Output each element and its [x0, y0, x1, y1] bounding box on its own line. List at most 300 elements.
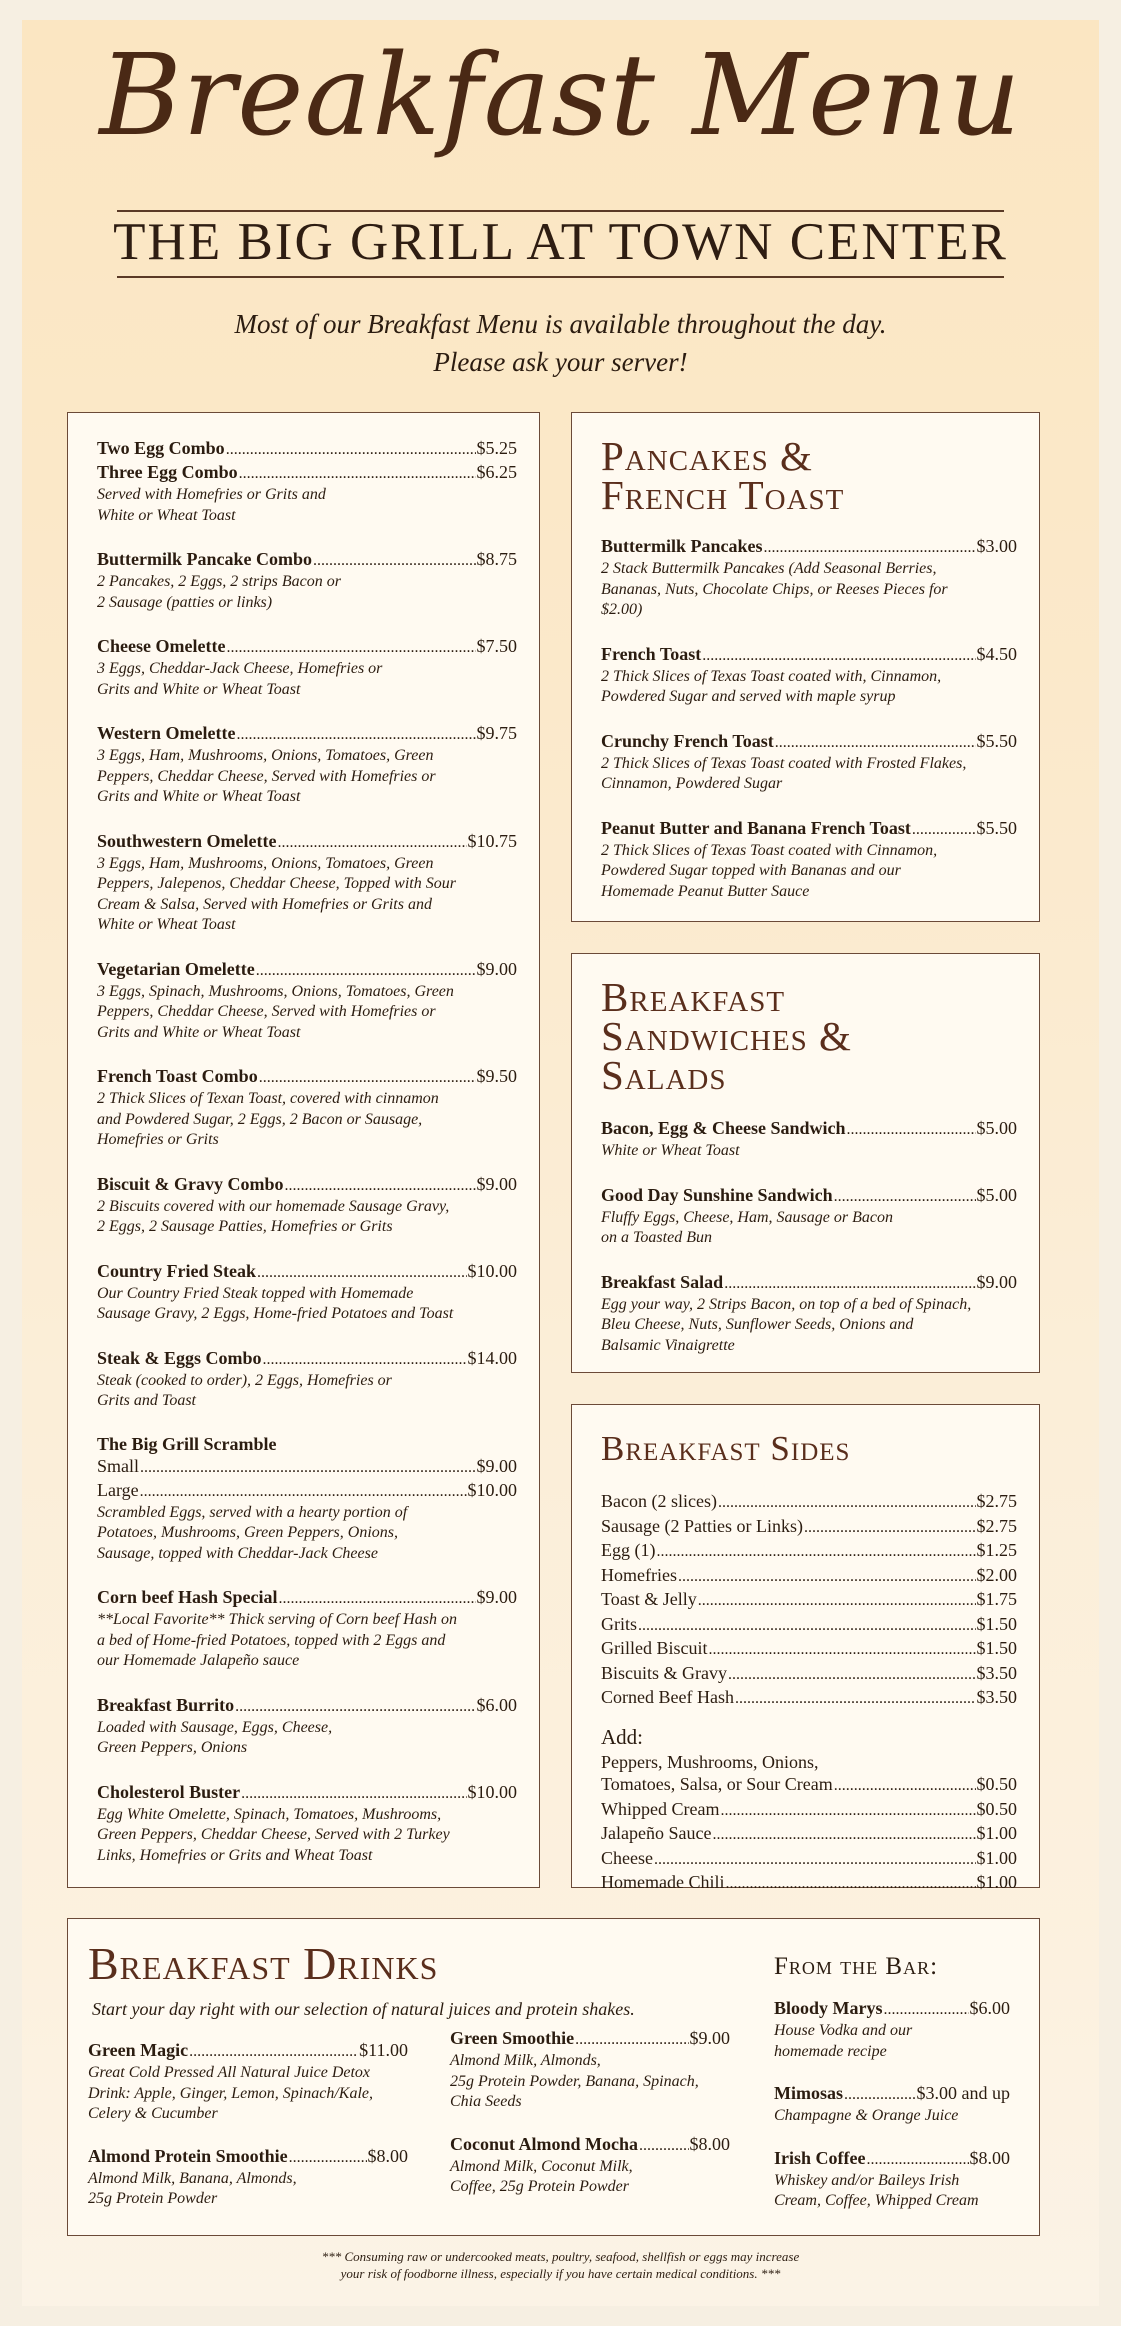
description-line: Peppers, Jalepenos, Cheddar Cheese, Topped with Sour [97, 875, 456, 892]
description-line: **Local Favorite** Thick serving of Corn beef Hash on [97, 1611, 457, 1628]
menu-item [97, 548, 517, 613]
item-row [97, 1694, 517, 1718]
item-description [97, 1805, 517, 1867]
item-price: $10.00 [467, 1781, 517, 1802]
item-row [97, 1586, 517, 1610]
item-row [601, 1637, 1017, 1662]
dot-leader [709, 1639, 976, 1662]
item-name: Cheese [601, 1847, 653, 1868]
item-name: Whipped Cream [601, 1798, 720, 1819]
item-row [97, 1781, 517, 1805]
note-line: Most of our Breakfast Menu is available throughout the day. [234, 309, 887, 339]
item-row [601, 1515, 1017, 1540]
description-line: 2 Sausage (patties or links) [97, 593, 273, 611]
item-description [774, 2106, 1010, 2127]
item-name: French Toast [601, 643, 702, 664]
menu-item [601, 1662, 1017, 1687]
item-row [601, 1662, 1017, 1687]
menu-item [601, 1271, 1017, 1357]
sandwiches-list [601, 1117, 1017, 1356]
dot-leader [277, 832, 466, 854]
description-line: White or Wheat Toast [601, 1142, 740, 1159]
item-row [601, 535, 1017, 559]
description-line: 2 Thick Slices of Texan Toast, covered with cinnamon [97, 1090, 439, 1107]
description-line: Homemade Peanut Butter Sauce [601, 882, 810, 900]
item-row [97, 1347, 517, 1371]
description-line: Champagne & Orange Juice [774, 2107, 959, 2124]
description-line: our Homemade Jalapeño sauce [97, 1652, 300, 1669]
menu-item [601, 1515, 1017, 1540]
divider-bottom [117, 276, 1004, 278]
item-row [601, 817, 1017, 841]
item-description [97, 572, 517, 613]
item-row [97, 958, 517, 982]
menu-item [601, 1613, 1017, 1638]
dot-leader [834, 1775, 976, 1798]
drinks-heading: Breakfast Drinks [88, 1938, 439, 1989]
item-price: $5.50 [976, 817, 1017, 838]
item-description [97, 1089, 517, 1151]
description-line: Sausage, topped with Cheddar-Jack Cheese [97, 1544, 378, 1562]
description-line: Cream, Coffee, Whipped Cream [774, 2192, 979, 2209]
add-first-line: Peppers, Mushrooms, Onions, [601, 1751, 819, 1772]
availability-note [0, 305, 1121, 381]
dot-leader [912, 819, 976, 841]
item-name: Biscuit & Gravy Combo [97, 1173, 284, 1194]
item-description [601, 754, 1017, 795]
menu-item [97, 830, 517, 936]
item-name: Cholesterol Buster [97, 1781, 241, 1802]
item-price: $10.75 [467, 830, 517, 851]
description-line: White or Wheat Toast [97, 506, 236, 524]
dot-leader [140, 1457, 475, 1479]
food-safety-notice [0, 2248, 1121, 2282]
drinks-section [67, 1918, 1040, 2236]
item-name: Corn beef Hash Special [97, 1587, 278, 1607]
dot-leader [236, 724, 475, 746]
item-price: $2.75 [976, 1491, 1017, 1511]
description-line: Steak (cooked to order), 2 Eggs, Homefries or [97, 1371, 392, 1389]
dot-leader [285, 1175, 476, 1197]
menu-item [601, 1490, 1017, 1515]
item-price: $9.00 [476, 1173, 517, 1194]
item-row [601, 1564, 1017, 1589]
item-price: $6.25 [476, 462, 517, 482]
add-list [601, 1773, 1017, 1896]
item-name: Bloody Marys [774, 1998, 883, 2018]
item-description [774, 2021, 1010, 2062]
item-description [97, 659, 517, 700]
bar-column [774, 1997, 1010, 2232]
item-name: Vegetarian Omelette [97, 958, 255, 979]
item-price: $9.50 [476, 1066, 517, 1086]
item-description [97, 1284, 517, 1325]
description-line: 2 Eggs, 2 Sausage Patties, Homefries or Grits [97, 1218, 393, 1235]
notice-line: your risk of foodborne illness, especially if you have certain medical conditions. *** [340, 2266, 781, 2281]
item-row [601, 1871, 1017, 1896]
menu-item [97, 958, 517, 1044]
combos-section [67, 412, 540, 1888]
menu-item [97, 1260, 517, 1325]
item-row [601, 1773, 1017, 1798]
description-line: 3 Eggs, Ham, Mushrooms, Onions, Tomatoes, Green [97, 854, 434, 872]
dot-leader [256, 960, 476, 982]
description-line: Grits and White or Wheat Toast [97, 1023, 301, 1041]
item-description [774, 2171, 1010, 2212]
description-line: Bleu Cheese, Nuts, Sunflower Seeds, Onions and [601, 1316, 914, 1333]
dot-leader [239, 463, 476, 485]
description-line: Cream & Salsa, Served with Homefries or Grits and [97, 895, 432, 913]
drinks-intro: Start your day right with our selection of natural juices and protein shakes. [92, 1999, 635, 2019]
item-description [97, 1718, 517, 1759]
combos-list [97, 437, 517, 1888]
item-description [97, 1371, 517, 1412]
item-name: Coconut Almond Mocha [450, 2133, 639, 2154]
dot-leader [226, 637, 475, 659]
menu-item-scramble [97, 1434, 517, 1565]
item-price: $1.50 [976, 1638, 1017, 1658]
item-row [774, 2082, 1010, 2106]
item-price: $2.75 [976, 1515, 1017, 1536]
item-name: Tomatoes, Salsa, or Sour Cream [601, 1774, 833, 1794]
heading-line: Sandwiches & [601, 1013, 852, 1059]
description-line: Great Cold Pressed All Natural Juice Detox [88, 2064, 371, 2081]
menu-item [601, 1564, 1017, 1589]
item-name: Corned Beef Hash [601, 1687, 734, 1707]
size-row [97, 1479, 517, 1503]
item-name: French Toast Combo [97, 1066, 258, 1086]
sandwiches-section [571, 953, 1040, 1373]
item-price: $1.00 [976, 1847, 1017, 1868]
item-description [97, 746, 517, 808]
description-line: Powdered Sugar topped with Bananas and our [601, 862, 901, 879]
item-price: $9.00 [476, 958, 517, 979]
menu-item [97, 1173, 517, 1238]
description-line: Almond Milk, Banana, Almonds, [88, 2169, 297, 2187]
description-line: Potatoes, Mushrooms, Green Peppers, Onions, [97, 1524, 399, 1541]
item-row [601, 1490, 1017, 1515]
item-description [601, 667, 1017, 708]
item-row [774, 2147, 1010, 2171]
item-price: $2.00 [976, 1564, 1017, 1585]
item-name: Western Omelette [97, 723, 236, 743]
dot-leader [847, 1119, 976, 1141]
item-name: Homemade Chili [601, 1872, 725, 1892]
dot-leader [678, 1566, 976, 1589]
item-price: $9.00 [476, 1455, 517, 1476]
description-line: Whiskey and/or Baileys Irish [774, 2171, 960, 2189]
item-name: Homefries [601, 1564, 677, 1585]
item-name: Grilled Biscuit [601, 1638, 708, 1658]
note-line: Please ask your server! [433, 347, 688, 377]
item-name: Southwestern Omelette [97, 830, 277, 851]
item-row [450, 2133, 730, 2157]
dot-leader [140, 1481, 467, 1503]
item-row [88, 2039, 408, 2063]
dot-leader [725, 1873, 975, 1896]
dot-leader [764, 537, 976, 559]
item-row [97, 635, 517, 659]
sides-section [571, 1404, 1040, 1892]
menu-item [450, 2133, 730, 2198]
dot-leader [226, 439, 476, 461]
item-description [601, 559, 1017, 621]
menu-item [774, 1997, 1010, 2062]
item-name: Almond Protein Smoothie [88, 2145, 288, 2166]
description-line: Peppers, Cheddar Cheese, Served with Homefries or [97, 1003, 436, 1020]
dot-leader [844, 2084, 916, 2106]
dot-leader [724, 1273, 975, 1295]
description-line: 3 Eggs, Cheddar-Jack Cheese, Homefries or [97, 660, 383, 677]
restaurant-name: THE BIG GRILL AT TOWN CENTER [113, 213, 1008, 271]
section-heading [601, 974, 1017, 1098]
item-price: $4.50 [976, 643, 1017, 664]
description-line: Egg your way, 2 Strips Bacon, on top of a bed of Spinach, [601, 1295, 972, 1313]
item-row [97, 548, 517, 572]
item-description [450, 2051, 730, 2113]
item-price: $9.00 [476, 1587, 517, 1607]
menu-item [97, 1347, 517, 1412]
item-name: Breakfast Burrito [97, 1694, 235, 1715]
description-line: Egg White Omelette, Spinach, Tomatoes, Mushrooms, [97, 1805, 442, 1823]
item-price: $6.00 [969, 1998, 1010, 2018]
dot-leader [639, 2135, 688, 2157]
dot-leader [257, 1262, 467, 1284]
menu-item [88, 2039, 408, 2125]
sides-list [601, 1490, 1017, 1711]
description-line: Powdered Sugar and served with maple syrup [601, 688, 896, 705]
item-name: Sausage (2 Patties or Links) [601, 1515, 803, 1536]
item-price: $5.00 [976, 1118, 1017, 1138]
menu-item [601, 1117, 1017, 1162]
description-line: 3 Eggs, Ham, Mushrooms, Onions, Tomatoes, Green [97, 747, 434, 764]
section-heading [601, 433, 1017, 518]
item-row [97, 722, 517, 746]
item-price: $3.00 and up [916, 2083, 1010, 2103]
item-name: Steak & Eggs Combo [97, 1347, 262, 1368]
item-description [88, 2169, 408, 2210]
description-line: Almond Milk, Almonds, [450, 2052, 601, 2069]
description-line: Scrambled Eggs, served with a hearty portion of [97, 1503, 408, 1521]
menu-item [601, 1871, 1017, 1896]
divider-top [117, 210, 1004, 212]
item-description [601, 1141, 1017, 1162]
menu-item [97, 437, 517, 461]
item-price: $14.00 [467, 1347, 517, 1368]
item-price: $5.50 [976, 730, 1017, 751]
description-line: Homefries or Grits [97, 1131, 219, 1148]
dot-leader [656, 1541, 975, 1564]
item-price: $0.50 [976, 1774, 1017, 1794]
size-row [97, 1455, 517, 1479]
description-line: on a Toasted Bun [601, 1229, 712, 1246]
dot-leader [279, 1588, 476, 1610]
item-price: $6.00 [476, 1694, 517, 1715]
bar-heading: From the Bar: [774, 1953, 939, 1980]
item-row [601, 1822, 1017, 1847]
description-line: Coffee, 25g Protein Powder [450, 2178, 629, 2195]
dot-leader [720, 1800, 975, 1823]
description-line: Sausage Gravy, 2 Eggs, Home-fried Potatoes and Toast [97, 1305, 454, 1322]
item-description [97, 1610, 517, 1672]
menu-item [97, 722, 517, 808]
description-line: 2 Thick Slices of Texas Toast coated with, Cinnamon, [601, 667, 942, 685]
dot-leader [575, 2029, 688, 2051]
heading-line: Breakfast [601, 974, 786, 1020]
description-line: and Powdered Sugar, 2 Eggs, 2 Bacon or Sausage, [97, 1110, 423, 1128]
section-heading: Breakfast Sides [601, 1429, 851, 1468]
item-row [97, 437, 517, 461]
heading-line: Salads [601, 1052, 727, 1098]
item-price: $5.00 [976, 1184, 1017, 1205]
item-price: $9.75 [476, 723, 517, 743]
item-name: Grits [601, 1613, 637, 1634]
item-name: Buttermilk Pancake Combo [97, 549, 312, 569]
description-line: 2 Pancakes, 2 Eggs, 2 strips Bacon or [97, 573, 341, 590]
dot-leader [712, 1824, 975, 1847]
item-price: $3.50 [976, 1662, 1017, 1683]
item-description [97, 982, 517, 1044]
dot-leader [728, 1664, 976, 1687]
item-price: $3.00 [976, 536, 1017, 556]
item-name: Buttermilk Pancakes [601, 536, 763, 556]
menu-item [601, 1637, 1017, 1662]
description-line: Almond Milk, Coconut Milk, [450, 2157, 633, 2175]
item-description [97, 1197, 517, 1238]
dot-leader [189, 2041, 358, 2063]
pancakes-section [571, 412, 1040, 922]
description-line: Grits and White or Wheat Toast [97, 680, 301, 698]
dot-leader [241, 1783, 466, 1805]
item-row [601, 1588, 1017, 1613]
item-price: $1.00 [976, 1872, 1017, 1892]
item-name: Peanut Butter and Banana French Toast [601, 817, 911, 838]
dot-leader [866, 2149, 968, 2171]
item-row [97, 1173, 517, 1197]
description-line: Cinnamon, Powdered Sugar [601, 775, 783, 792]
item-row [601, 643, 1017, 667]
item-price: $5.25 [476, 438, 517, 458]
menu-title: Breakfast Menu [99, 31, 1022, 161]
dot-leader [702, 645, 975, 667]
dot-leader [638, 1615, 976, 1638]
description-line: Drink: Apple, Ginger, Lemon, Spinach/Kale, [88, 2084, 374, 2102]
dot-leader [718, 1492, 976, 1515]
item-row [97, 830, 517, 854]
item-price: $9.00 [976, 1271, 1017, 1292]
menu-item [601, 1822, 1017, 1847]
description-line: 2 Biscuits covered with our homemade Sausage Gravy, [97, 1197, 450, 1215]
pancakes-list [601, 535, 1017, 902]
description-line: 25g Protein Powder [88, 2190, 218, 2207]
item-row [601, 1184, 1017, 1208]
description-line: 2 Stack Buttermilk Pancakes (Add Seasonal Berries, [601, 560, 937, 577]
menu-item [601, 1184, 1017, 1249]
description-line: Grits and White or Wheat Toast [97, 788, 301, 805]
item-description [601, 1208, 1017, 1249]
size-label: Large [97, 1479, 139, 1500]
item-price: $1.00 [976, 1823, 1017, 1843]
item-price: $3.50 [976, 1687, 1017, 1707]
item-price: $8.75 [476, 549, 517, 569]
description-line: Served with Homefries or Grits and [97, 486, 326, 503]
description-line: Loaded with Sausage, Eggs, Cheese, [97, 1718, 333, 1736]
item-description [97, 485, 517, 526]
drinks-column [88, 2039, 408, 2230]
item-name: Cheese Omelette [97, 636, 226, 656]
item-row [601, 1847, 1017, 1872]
item-name: Country Fried Steak [97, 1260, 256, 1281]
item-name: Irish Coffee [774, 2147, 866, 2168]
item-row [97, 461, 517, 485]
item-name: Green Magic [88, 2040, 189, 2060]
item-name: Green Smoothie [450, 2028, 575, 2048]
description-line: Green Peppers, Onions [97, 1739, 248, 1756]
menu-item [601, 1773, 1017, 1798]
menu-item [601, 1798, 1017, 1823]
dot-leader [313, 550, 476, 572]
item-price: $0.50 [976, 1798, 1017, 1819]
item-row [601, 730, 1017, 754]
item-row [97, 1260, 517, 1284]
item-name: Biscuits & Gravy [601, 1662, 727, 1683]
menu-item [601, 730, 1017, 795]
menu-item [97, 1694, 517, 1759]
dot-leader [698, 1590, 976, 1613]
menu-item [601, 1847, 1017, 1872]
item-description [97, 1503, 517, 1565]
item-price: $8.00 [969, 2147, 1010, 2168]
description-line: Our Country Fried Steak topped with Homemade [97, 1284, 414, 1302]
dot-leader [735, 1688, 976, 1711]
item-row [450, 2027, 730, 2051]
size-label: Small [97, 1455, 140, 1476]
description-line: 2 Thick Slices of Texas Toast coated with Cinnamon, [601, 841, 938, 859]
item-price: $8.00 [689, 2133, 730, 2154]
dot-leader [804, 1517, 976, 1540]
description-line: Fluffy Eggs, Cheese, Ham, Sausage or Bacon [601, 1208, 893, 1226]
dot-leader [884, 1999, 969, 2021]
item-name: Mimosas [774, 2083, 843, 2103]
item-description [601, 1295, 1017, 1357]
item-description [88, 2063, 408, 2125]
item-name: Three Egg Combo [97, 462, 238, 482]
menu-item [774, 2147, 1010, 2212]
item-name: Bacon (2 slices) [601, 1491, 717, 1511]
description-line: White or Wheat Toast [97, 916, 236, 933]
item-name: Egg (1) [601, 1540, 656, 1560]
menu-item [450, 2027, 730, 2113]
item-price: $8.00 [367, 2145, 408, 2166]
description-line: 25g Protein Powder, Banana, Spinach, [450, 2072, 699, 2090]
description-line: Peppers, Cheddar Cheese, Served with Homefries or [97, 767, 436, 785]
menu-item [97, 461, 517, 526]
item-row [88, 2145, 408, 2169]
item-price: $11.00 [359, 2040, 408, 2060]
menu-item [97, 1586, 517, 1672]
menu-item [774, 2082, 1010, 2127]
item-name: Toast & Jelly [601, 1589, 697, 1609]
item-row [601, 1798, 1017, 1823]
menu-item [601, 535, 1017, 621]
dot-leader [834, 1186, 976, 1208]
dot-leader [775, 732, 976, 754]
item-name: Crunchy French Toast [601, 730, 774, 751]
dot-leader [263, 1349, 467, 1371]
item-name: Jalapeño Sauce [601, 1823, 712, 1843]
item-row [601, 1686, 1017, 1711]
item-row [601, 1539, 1017, 1564]
